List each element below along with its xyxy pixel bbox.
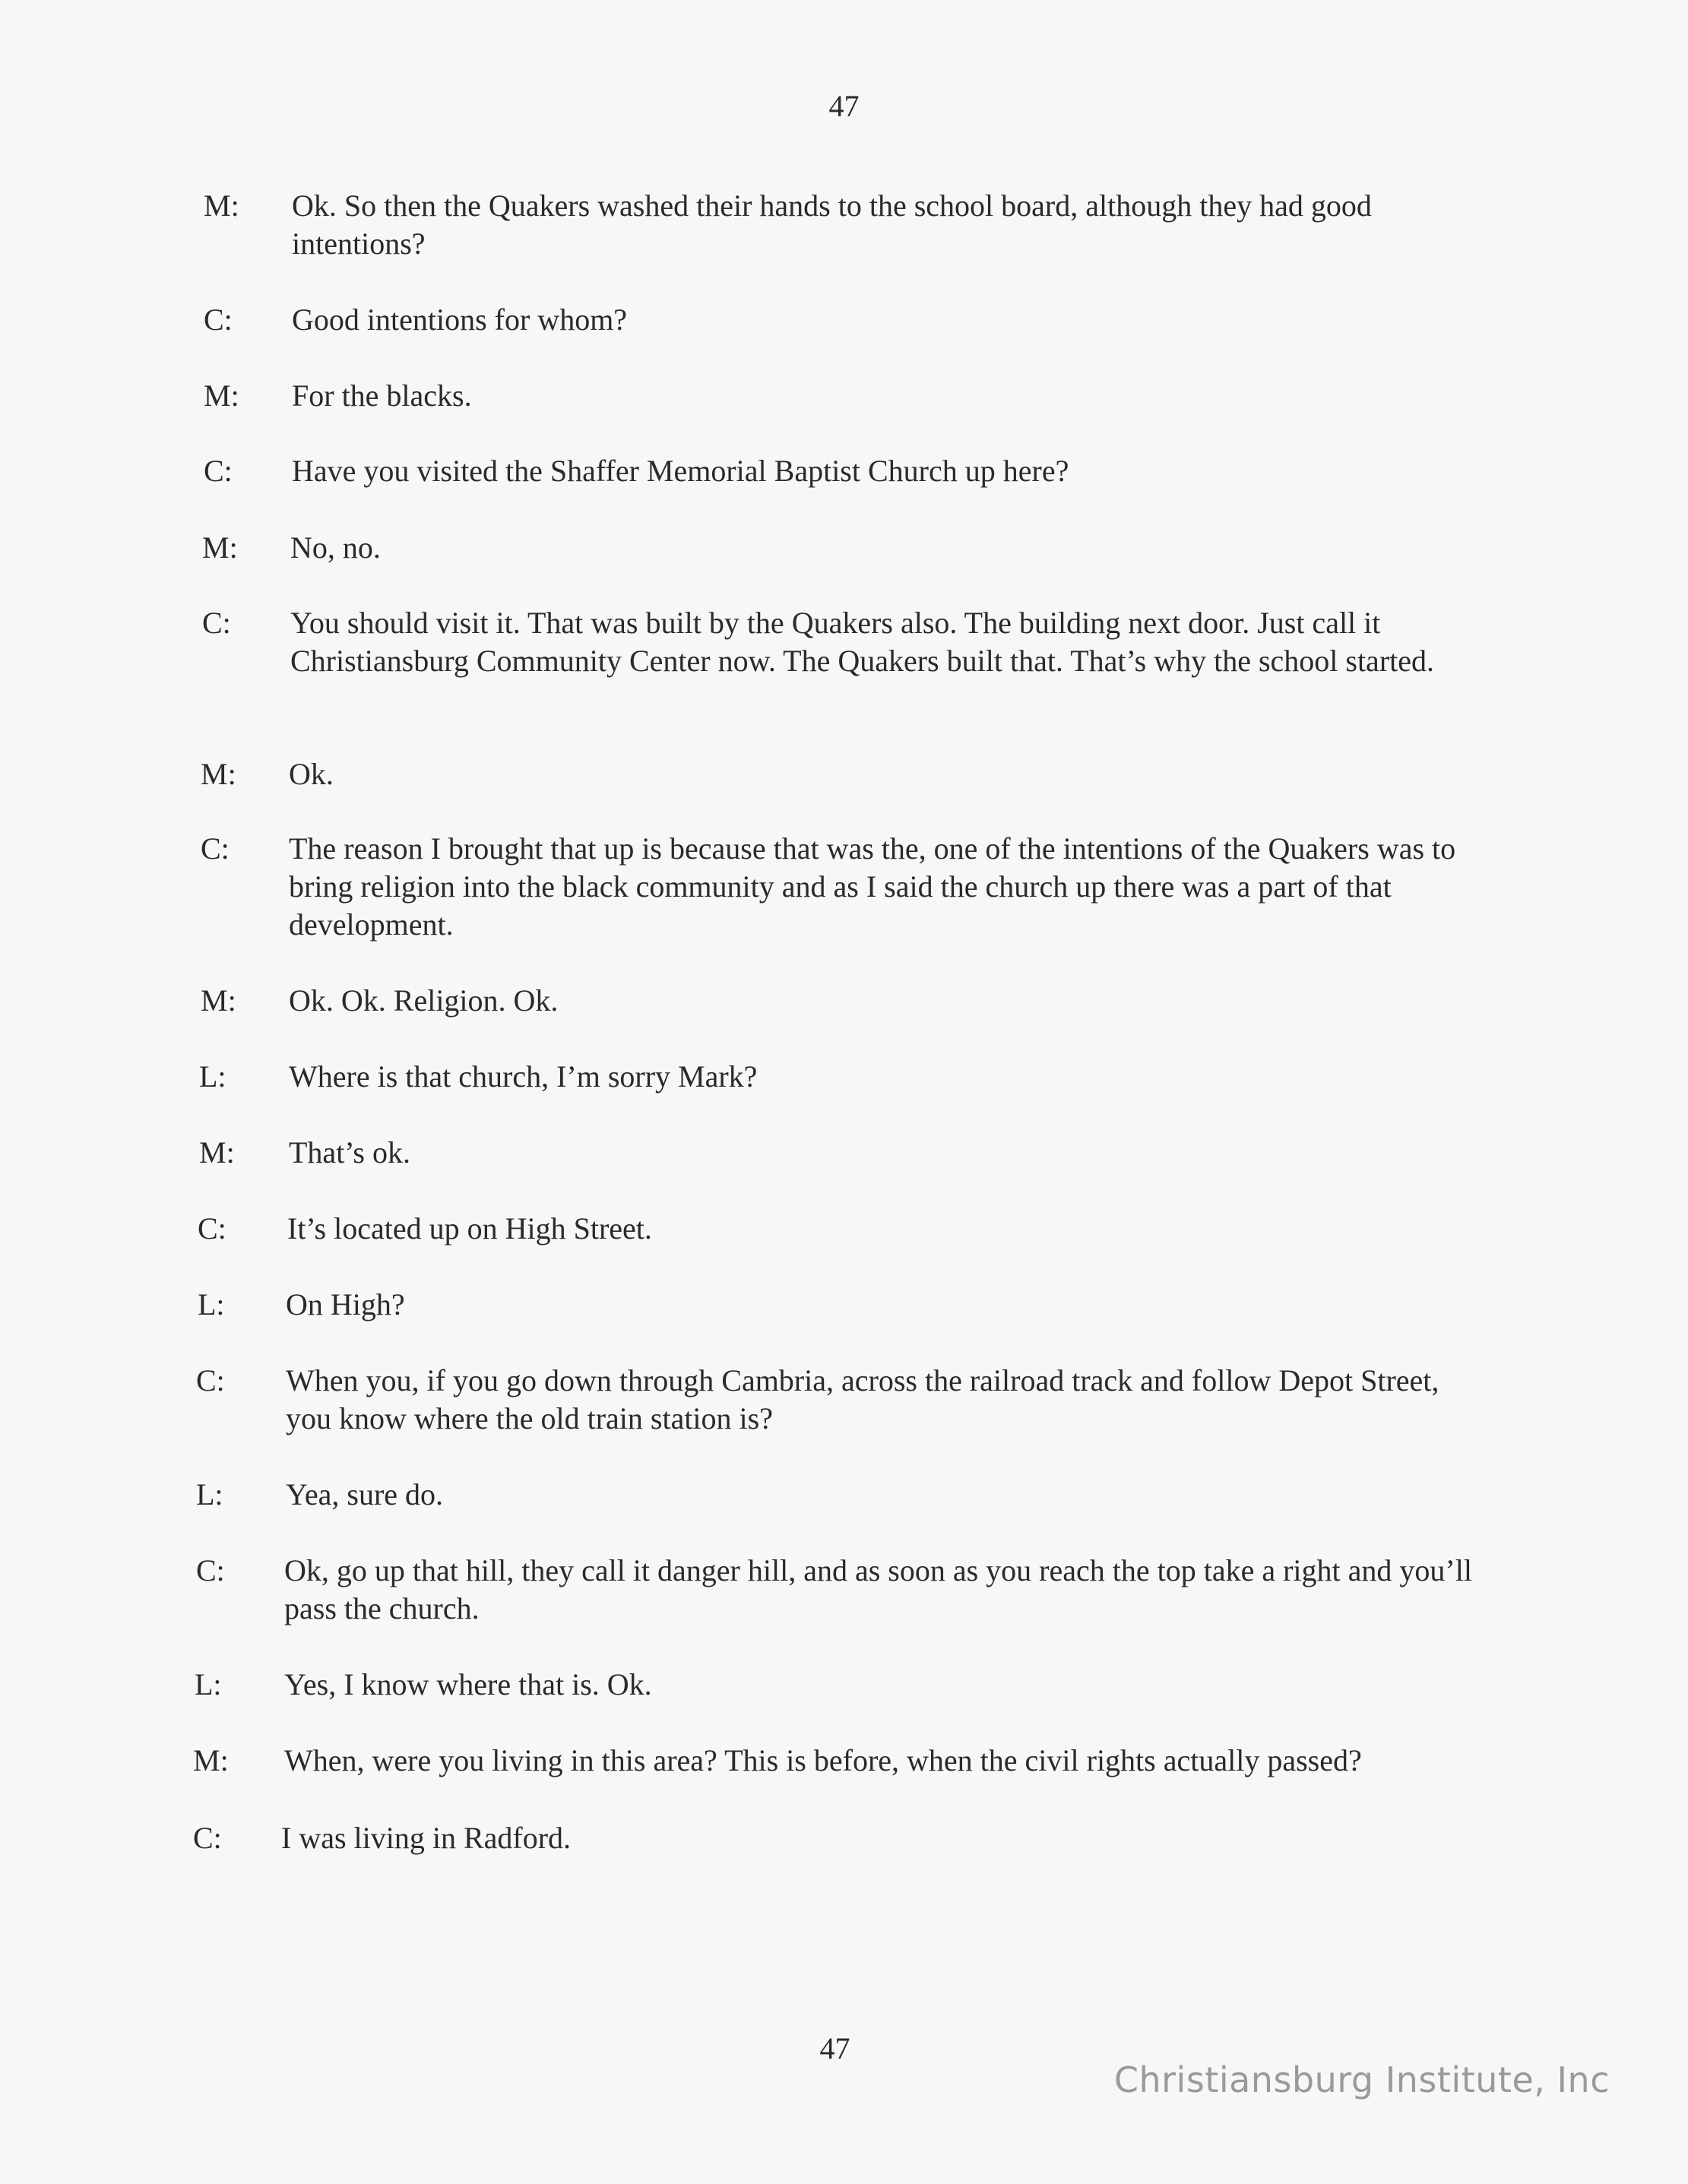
utterance-text: When you, if you go down through Cambria, across the railroad track and follow Depot Street, you know where the old train station is?	[286, 1363, 1439, 1435]
speaker-label: C:	[198, 1211, 226, 1246]
speaker-label: C:	[196, 1363, 225, 1397]
page-number-bottom: 47	[819, 2031, 850, 2065]
utterance-text: No, no.	[290, 530, 381, 565]
speaker-label: M:	[204, 378, 239, 413]
utterance-text: On High?	[286, 1287, 405, 1321]
utterance-text: I was living in Radford.	[281, 1821, 572, 1855]
speaker-label: C:	[202, 606, 231, 640]
speaker-label: C:	[201, 831, 230, 866]
speaker-label: L:	[199, 1059, 226, 1094]
utterance-text: The reason I brought that up is because that was the, one of the intentions of the Quakers was to bring religion into the black community and as I said the church up there was a part of that development.	[289, 831, 1456, 942]
speaker-label: M:	[201, 983, 236, 1018]
utterance-text: Have you visited the Shaffer Memorial Baptist Church up here?	[292, 454, 1069, 488]
page-number-top: 47	[828, 89, 860, 123]
utterance-text: Yea, sure do.	[286, 1477, 444, 1511]
speaker-label: C:	[204, 454, 233, 488]
utterance-text: It’s located up on High Street.	[287, 1211, 652, 1246]
utterance-text: You should visit it. That was built by the Quakers also. The building next door. Just call it Christiansburg Community Center now. The Quakers built that. That’s why the school started.	[290, 606, 1434, 678]
speaker-label: C:	[193, 1821, 222, 1855]
utterance-text: Good intentions for whom?	[292, 302, 628, 337]
speaker-label: L:	[198, 1287, 225, 1321]
speaker-label: M:	[199, 1135, 235, 1170]
watermark-text: Christiansburg Institute, Inc	[1113, 2059, 1610, 2100]
utterance-text: When, were you living in this area? This is before, when the civil rights actually passed?	[284, 1743, 1362, 1777]
speaker-label: C:	[204, 302, 233, 337]
speaker-label: L:	[195, 1667, 222, 1701]
utterance-text: Ok, go up that hill, they call it danger hill, and as soon as you reach the top take a right and you’ll pass the church.	[284, 1553, 1472, 1625]
utterance-text: For the blacks.	[292, 378, 472, 413]
utterance-text: Yes, I know where that is. Ok.	[284, 1667, 652, 1701]
utterance-text: That’s ok.	[289, 1135, 410, 1170]
speaker-label: M:	[202, 530, 238, 565]
speaker-label: M:	[201, 757, 236, 791]
utterance-text: Where is that church, I’m sorry Mark?	[289, 1059, 758, 1094]
utterance-text: Ok.	[289, 757, 334, 791]
speaker-label: M:	[193, 1743, 229, 1777]
speaker-label: C:	[196, 1553, 225, 1587]
utterance-text: Ok. So then the Quakers washed their hands to the school board, although they had good intentions?	[292, 188, 1372, 261]
speaker-label: L:	[196, 1477, 223, 1511]
utterance-text: Ok. Ok. Religion. Ok.	[289, 983, 559, 1018]
speaker-label: M:	[204, 188, 239, 223]
